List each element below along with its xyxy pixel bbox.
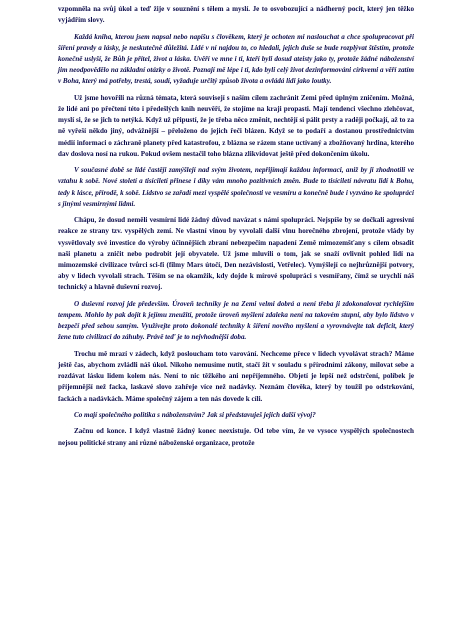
italic-paragraph: O duševní rozvoj jde především. Úroveň techniky je na Zemi velmi dobrá a není třeba ji zdokonalovat rychlejším tempem. Mohlo by pak dojít k jejímu zneužití, protože úroveň myšlení zdaleka není na takovém stupni, aby bylo lidstvo v bezpečí před sebou samým. Využívejte proto dokonalé techniky k šíření nového myšlení a vyrovnávejte tak deficit, který žene tuto civilizaci do záhuby. Právě teď je to nejvhodnější doba.	[58, 299, 414, 342]
paragraph: Začnu od konce. I když vlastně žádný konec neexistuje. Od tebe vím, že ve vysoce vyspělých společnostech nejsou politické strany ani různé náboženské organizace, protože	[58, 427, 414, 447]
italic-question: Co mají společného politika s náboženstvím? Jak si představuješ jejich další vývoj?	[74, 411, 316, 420]
paragraph: Trochu mě mrazí v zádech, když posloucham toto varování. Nechceme přece v lidech vyvolávat strach? Máme ještě čas, abychom zvládli náš úkol. Nikoho nemusíme nutit, stačí žít v souladu s přírodními zákony, milovat sebe a rozdávat lásku lidem kolem nás. Není to nic těžkého ani nepříjemného. Objetí je lepší než odstrčení, políbek je příjemnější než facka, laskavé slovo zahřeje více než nadávky. Neznám člověka, který by toužil po odstrkování, fackách a nadávkách. Máme společný zájem a ten nás dovede k cíli.	[58, 349, 414, 403]
document-page	[58, 4, 414, 454]
italic-paragraph: V současné době se lidé častěji zamýšlejí nad svým životem, nepřijímají každou informaci, aniž by ji zhodnotili ve vztahu k sobě. Nové století a tisíciletí přinese i díky vám mnoho pozitivních změn. Bude to tisíciletí návratu lidí k Bohu, tedy k lásce, přírodě, k sobě. Lidstvo se zařadí mezi vyspělé společnosti ve vesmíru a konečně bude i vyzváno ke spolupráci s jinými vesmírnými lidmi.	[58, 166, 414, 208]
paragraph: Už jsme hovořili na různá témata, která souvisejí s naším cílem zachránit Zemi před úplným zničením. Možná, že lidé ani po přečtení této i předešlých knih neuvěří, že stojíme na kraji propasti. Mají tendenci všechno zlehčovat, myslí si, že se jich to netýká. Když už připustí, že je třeba něco změnit, nechtějí si pálit prsty a raději počkají, až to za ně vyřeší někdo jiný, odvážnější – přeloženo do jejich řeči blázen. Když se to podaří a dostanou prostřednictvím médií informaci o záchraně planety před katastrofou, z blázna se rázem stane uctívaný a zbožňovaný hrdina, kterého dav doslova nosí na rukou. Pokud ovšem nestačil toho blázna zlikvidovat ještě před dokončením úkolu.	[58, 93, 414, 158]
italic-paragraph: Každá kniha, kterou jsem napsal nebo napíšu s člověkem, který je ochoten mi naslouchat a chce spolupracovat při šíření pravdy a lásky, je neskutečně důležitá. Lidé v ní najdou to, co hledali, jejich duše se bude rozplývat štěstím, protože konečně uslyší, že Bůh je přítel, život a láska. Uvěří ve mne i ti, kteří byli dosud ateisty jako ty, protože žádné náboženství jim neodpovědělo na základní otázky o životě. Poznají mě lépe i ti, kdo byli celý život dezinformováni církvemi a věří zatím v Boha, který má potřeby, trestá, soudí, vyžaduje určitý způsob života a ovládá lidi jako loutky.	[58, 32, 414, 86]
paragraph: vzpomněla na svůj úkol a teď žije v souznění s tělem a myslí. Je to osvobozující a nádherný pocit, který jen těžko vyjádřím slovy.	[58, 5, 414, 25]
paragraph: Chápu, že dosud neměli vesmírní lidé žádný důvod navázat s námi spolupráci. Nejspíše by se dočkali agresivní reakce ze strany tzv. vyspělých zemí. Ne vlastní vinou by vyvolali další vlnu horečného zbrojení, protože vlády by vysvětlovaly své investice do výroby účinnějších zbraní nebezpečím napadení Země mimozemšťany s cílem obsadit naši planetu a zničit nebo podrobit její obyvatele. Už jsme mluvili o tom, jak se snaží ovlivnit pohled lidí na mimozemské civilizace tvůrci sci-fi (filmy Mars útočí, Den nezávislosti, Vetřelec). Vymýšlejí co nejhrůznější potvory, aby v lidech vyvolali strach. Těším se na okamžik, kdy dojde k mírové spolupráci s vesmířany, čímž se urychlí náš technický a hlavně duševní rozvoj.	[58, 216, 414, 292]
